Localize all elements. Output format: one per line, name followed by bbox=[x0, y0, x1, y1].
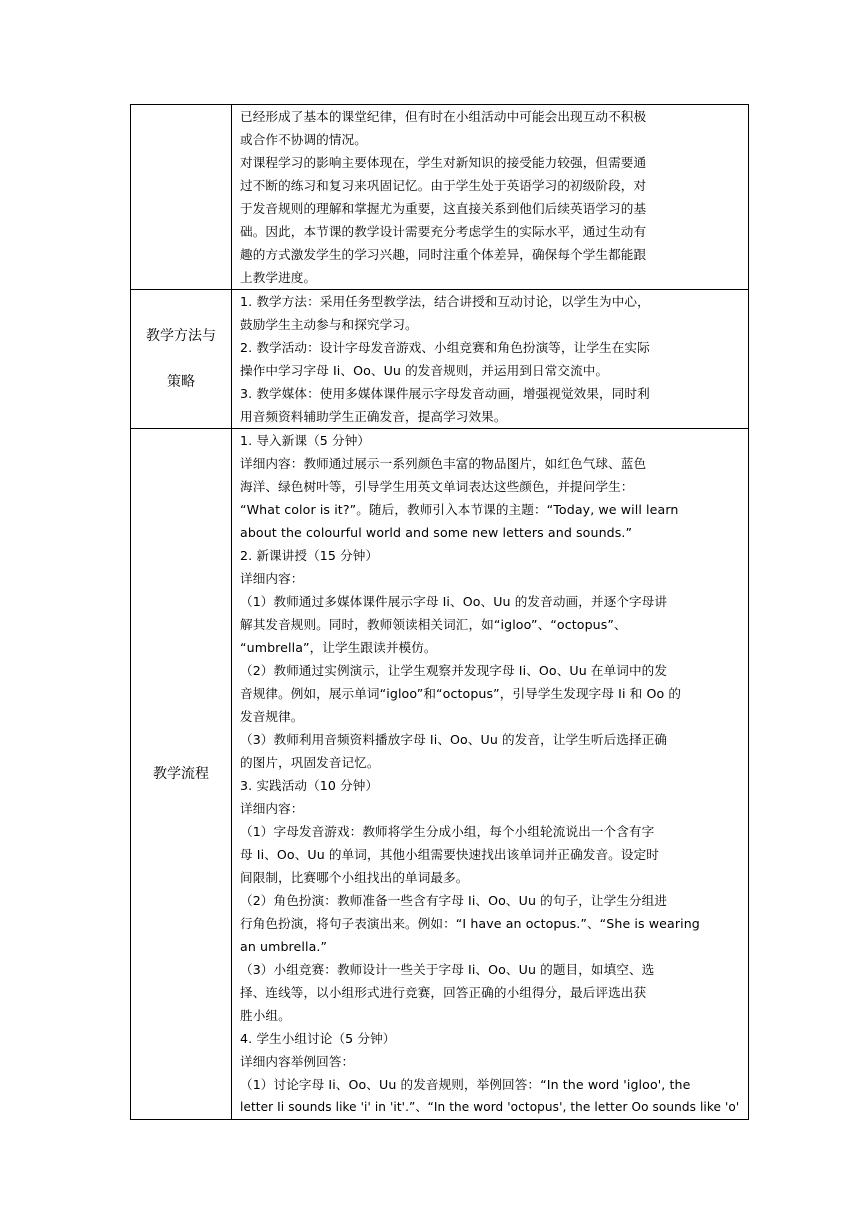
table-row-process bbox=[131, 429, 749, 1120]
content-line: （1）字母发音游戏：教师将学生分成小组，每个小组轮流说出一个含有字 bbox=[240, 824, 655, 839]
content-line: （3）小组竞赛：教师设计一些关于字母 Ii、Oo、Uu 的题目，如填空、选 bbox=[240, 962, 655, 977]
row-label-line: 教学流程 bbox=[153, 766, 209, 782]
content-line: （2）教师通过实例演示，让学生观察并发现字母 Ii、Oo、Uu 在单词中的发 bbox=[240, 663, 668, 678]
content-line: 的图片，巩固发音记忆。 bbox=[240, 755, 380, 770]
row-content-methods bbox=[232, 290, 749, 429]
content-line: 详细内容： bbox=[240, 801, 304, 816]
content-line: 间限制，比赛哪个小组找出的单词最多。 bbox=[240, 870, 469, 885]
content-line: 3. 实践活动（10 分钟） bbox=[240, 778, 379, 793]
content-line: 音规律。例如，展示单词“igloo”和“octopus”，引导学生发现字母 Ii 和 Oo 的 bbox=[240, 686, 682, 701]
content-line: 详细内容： bbox=[240, 571, 304, 586]
row-label-line: 教学方法与 bbox=[146, 328, 216, 344]
content-line: 1. 导入新课（5 分钟） bbox=[240, 433, 371, 448]
content-line: “What color is it?”。随后，教师引入本节课的主题：“Today, we will learn bbox=[240, 502, 679, 517]
content-line: 过不断的练习和复习来巩固记忆。由于学生处于英语学习的初级阶段，对 bbox=[240, 178, 647, 193]
content-line: about the colourful world and some new letters and sounds.” bbox=[240, 525, 633, 540]
content-line: （1）讨论字母 Ii、Oo、Uu 的发音规则，举例回答：“In the word 'igloo', the bbox=[240, 1077, 691, 1092]
content-line: 于发音规则的理解和掌握尤为重要，这直接关系到他们后续英语学习的基 bbox=[240, 201, 647, 216]
lesson-plan-table bbox=[130, 104, 749, 1120]
content-line: 上教学进度。 bbox=[240, 270, 317, 285]
content-line: 或合作不协调的情况。 bbox=[240, 132, 367, 147]
content-line: （1）教师通过多媒体课件展示字母 Ii、Oo、Uu 的发音动画，并逐个字母讲 bbox=[240, 594, 668, 609]
content-line: 母 Ii、Oo、Uu 的单词，其他小组需要快速找出该单词并正确发音。设定时 bbox=[240, 847, 659, 862]
table-row-student-analysis bbox=[131, 105, 749, 290]
content-line: 行角色扮演，将句子表演出来。例如：“I have an octopus.”、“She is wearing bbox=[240, 916, 700, 931]
table-row-methods bbox=[131, 290, 749, 429]
content-line: 择、连线等，以小组形式进行竞赛，回答正确的小组得分，最后评选出获 bbox=[240, 985, 647, 1000]
content-line: 详细内容举例回答： bbox=[240, 1054, 355, 1069]
content-line: letter Ii sounds like 'i' in 'it'.”、“In the word 'octopus', the letter Oo sounds like 'o' bbox=[240, 1100, 740, 1114]
content-line: an umbrella.” bbox=[240, 939, 328, 954]
content-line: （2）角色扮演：教师准备一些含有字母 Ii、Oo、Uu 的句子，让学生分组进 bbox=[240, 893, 668, 908]
content-line: 已经形成了基本的课堂纪律，但有时在小组活动中可能会出现互动不积极 bbox=[240, 109, 647, 124]
content-line: 用音频资料辅助学生正确发音，提高学习效果。 bbox=[240, 409, 507, 424]
content-line: （3）教师利用音频资料播放字母 Ii、Oo、Uu 的发音，让学生听后选择正确 bbox=[240, 732, 668, 747]
content-line: 2. 新课讲授（15 分钟） bbox=[240, 548, 379, 563]
row-label-process bbox=[131, 429, 232, 1120]
content-line: 趣的方式激发学生的学习兴趣，同时注重个体差异，确保每个学生都能跟 bbox=[240, 247, 647, 262]
content-line: “umbrella”，让学生跟读并模仿。 bbox=[240, 640, 437, 655]
row-label-empty bbox=[131, 105, 232, 290]
content-line: 对课程学习的影响主要体现在，学生对新知识的接受能力较强，但需要通 bbox=[240, 155, 647, 170]
row-content-student-analysis bbox=[232, 105, 749, 290]
content-line: 4. 学生小组讨论（5 分钟） bbox=[240, 1031, 396, 1046]
content-line: 础。因此，本节课的教学设计需要充分考虑学生的实际水平，通过生动有 bbox=[240, 224, 647, 239]
content-line: 操作中学习字母 Ii、Oo、Uu 的发音规则，并运用到日常交流中。 bbox=[240, 363, 609, 378]
row-label-methods bbox=[131, 290, 232, 429]
content-line: 海洋、绿色树叶等，引导学生用英文单词表达这些颜色，并提问学生： bbox=[240, 479, 634, 494]
content-line: 3. 教学媒体：使用多媒体课件展示字母发音动画，增强视觉效果，同时利 bbox=[240, 386, 650, 401]
content-line: 胜小组。 bbox=[240, 1008, 291, 1023]
content-line: 鼓励学生主动参与和探究学习。 bbox=[240, 317, 418, 332]
content-line: 发音规律。 bbox=[240, 709, 304, 724]
row-label-line: 策略 bbox=[167, 374, 195, 390]
row-content-process bbox=[232, 429, 749, 1120]
content-line: 解其发音规则。同时，教师领读相关词汇，如“igloo”、“octopus”、 bbox=[240, 617, 627, 632]
content-line: 详细内容：教师通过展示一系列颜色丰富的物品图片，如红色气球、蓝色 bbox=[240, 456, 647, 471]
content-line: 1. 教学方法：采用任务型教学法，结合讲授和互动讨论，以学生为中心， bbox=[240, 294, 650, 309]
content-line: 2. 教学活动：设计字母发音游戏、小组竞赛和角色扮演等，让学生在实际 bbox=[240, 340, 650, 355]
